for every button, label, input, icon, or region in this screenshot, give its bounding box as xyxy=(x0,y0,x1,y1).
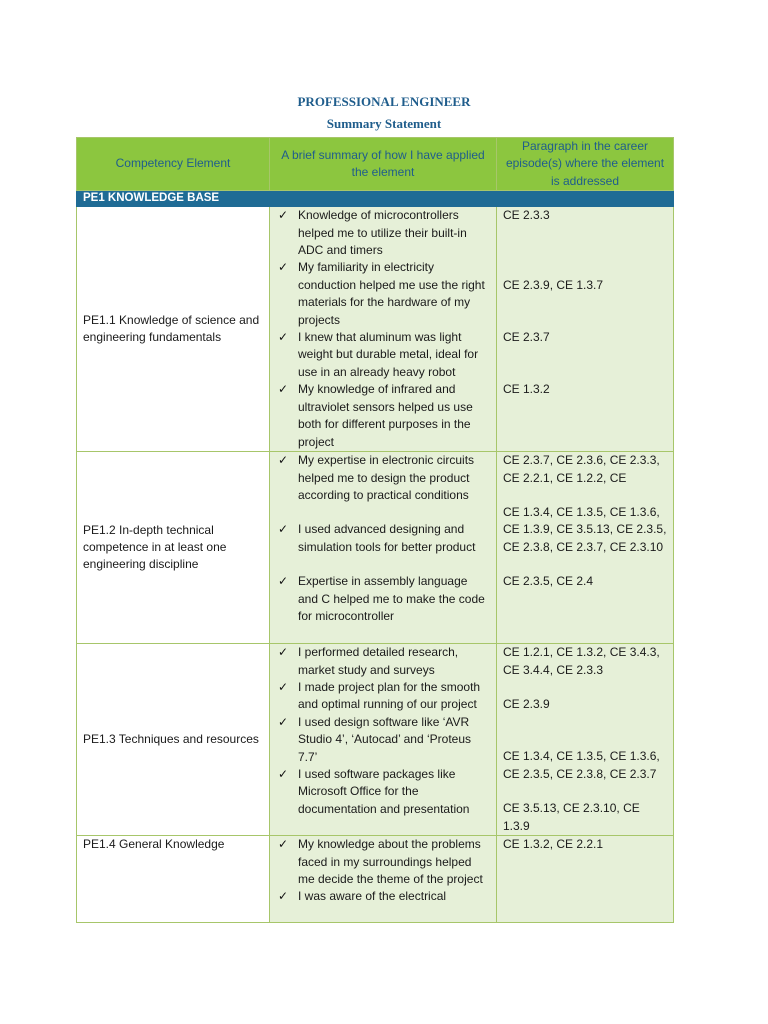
checkmark-icon: ✓ xyxy=(278,260,289,275)
document-subtitle: Summary Statement xyxy=(326,116,442,131)
column-header-competency: Competency Element xyxy=(77,138,270,191)
summary-cell xyxy=(270,644,497,836)
checkmark-icon: ✓ xyxy=(278,889,289,904)
section-title: PE1 KNOWLEDGE BASE xyxy=(77,191,674,207)
summary-cell xyxy=(270,452,497,644)
summary-item: ✓ I knew that aluminum was light weight but durable metal, ideal for use in an already heavy robot xyxy=(278,330,479,379)
paragraph-ref: CE 2.3.9 xyxy=(503,697,550,712)
paragraph-ref: CE 1.3.4, CE 1.3.5, CE 1.3.6, CE 2.3.5, CE 2.3.8, CE 2.3.7 xyxy=(503,749,660,781)
summary-statement-table xyxy=(76,137,674,923)
paragraph-ref-cell xyxy=(497,452,674,644)
table-header-row xyxy=(77,138,674,191)
column-header-paragraph: Paragraph in the career episode(s) where the element is addressed xyxy=(497,138,674,191)
summary-item: ✓ I used design software like ‘AVR Studio 4’, ‘Autocad’ and ‘Proteus 7.7’ xyxy=(278,714,471,764)
checkmark-icon: ✓ xyxy=(278,330,289,345)
summary-item: ✓ I performed detailed research, market study and surveys xyxy=(278,645,459,677)
checkmark-icon: ✓ xyxy=(278,645,289,660)
checkmark-icon: ✓ xyxy=(278,837,289,852)
paragraph-ref: CE 2.3.3 xyxy=(503,208,550,223)
summary-item: ✓ I was aware of the electrical xyxy=(278,888,490,905)
competency-element-cell: PE1.3 Techniques and resources xyxy=(77,644,270,836)
checkmark-icon: ✓ xyxy=(278,714,289,729)
column-header-summary: A brief summary of how I have applied the element xyxy=(270,138,497,191)
competency-element-cell: PE1.2 In-depth technical competence in at least one engineering discipline xyxy=(77,452,270,644)
document-title: PROFESSIONAL ENGINEER xyxy=(297,94,471,109)
summary-item: ✓ My expertise in electronic circuits helped me to design the product according to practical conditions xyxy=(278,453,475,503)
paragraph-ref: CE 1.3.4, CE 1.3.5, CE 1.3.6, CE 1.3.9, CE 3.5.13, CE 2.3.5, CE 2.3.8, CE 2.3.7, CE 2.3.10 xyxy=(503,505,667,554)
summary-item: ✓ Knowledge of microcontrollers helped me to utilize their built-in ADC and timers xyxy=(278,208,467,258)
summary-item: ✓ I used software packages like Microsoft Office for the documentation and presentation xyxy=(278,767,470,816)
summary-item: ✓ My knowledge of infrared and ultraviolet sensors helped us use both for different purposes in the project xyxy=(278,382,473,449)
paragraph-ref: CE 1.2.1, CE 1.3.2, CE 3.4.3, CE 3.4.4, CE 2.3.3 xyxy=(503,645,660,677)
summary-item: ✓ I made project plan for the smooth and optimal running of our project xyxy=(278,680,481,712)
summary-item: ✓ I used advanced designing and simulation tools for better product xyxy=(278,522,476,554)
paragraph-ref: CE 2.3.5, CE 2.4 xyxy=(503,574,594,589)
checkmark-icon: ✓ xyxy=(278,767,289,782)
paragraph-ref: CE 2.3.9, CE 1.3.7 xyxy=(503,277,604,292)
checkmark-icon: ✓ xyxy=(278,522,289,537)
table-row xyxy=(77,207,674,452)
summary-item: ✓ My knowledge about the problems faced in my surroundings helped me decide the theme of the project xyxy=(278,837,483,887)
competency-element-cell: PE1.1 Knowledge of science and engineering fundamentals xyxy=(77,207,270,452)
table-row xyxy=(77,644,674,836)
table-row xyxy=(77,836,674,923)
checkmark-icon: ✓ xyxy=(278,382,289,397)
checkmark-icon: ✓ xyxy=(278,208,289,223)
paragraph-ref: CE 1.3.2 xyxy=(503,382,550,397)
summary-item: ✓ Expertise in assembly language and C helped me to make the code for microcontroller xyxy=(278,574,485,624)
checkmark-icon: ✓ xyxy=(278,453,289,468)
section-row xyxy=(77,191,674,207)
competency-element-cell: PE1.4 General Knowledge xyxy=(77,836,270,923)
summary-cell xyxy=(270,207,497,452)
checkmark-icon: ✓ xyxy=(278,680,289,695)
checkmark-icon: ✓ xyxy=(278,574,289,589)
paragraph-ref-cell xyxy=(497,207,674,452)
table-row xyxy=(77,452,674,644)
paragraph-ref: CE 3.5.13, CE 2.3.10, CE 1.3.9 xyxy=(503,801,640,833)
paragraph-ref: CE 2.3.7, CE 2.3.6, CE 2.3.3, CE 2.2.1, CE 1.2.2, CE xyxy=(503,453,660,485)
paragraph-ref-cell xyxy=(497,836,674,923)
paragraph-ref: CE 2.3.7 xyxy=(503,330,550,345)
summary-cell xyxy=(270,836,497,923)
paragraph-ref: CE 1.3.2, CE 2.2.1 xyxy=(503,837,604,852)
summary-item: ✓ My familiarity in electricity conduction helped me use the right materials for the hardware of my projects xyxy=(278,260,485,327)
paragraph-ref-cell xyxy=(497,644,674,836)
